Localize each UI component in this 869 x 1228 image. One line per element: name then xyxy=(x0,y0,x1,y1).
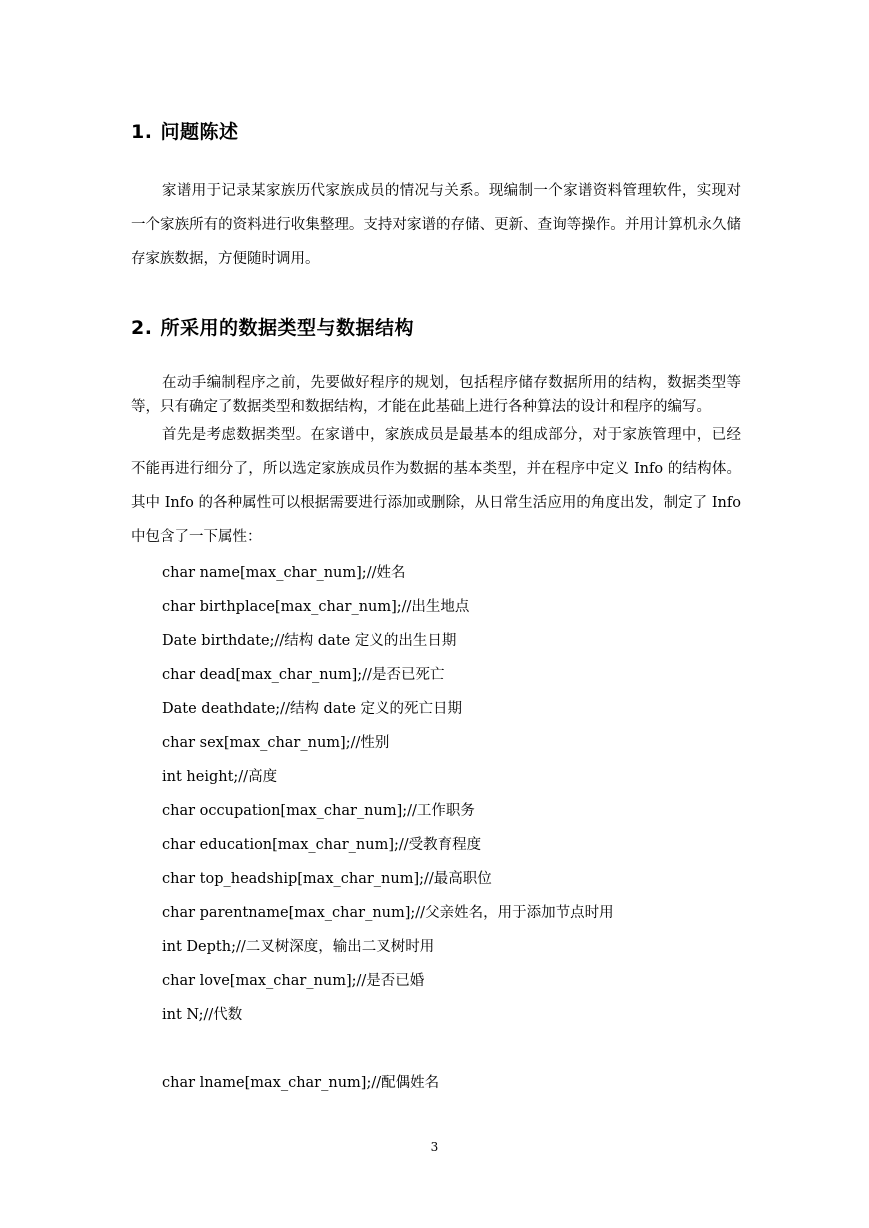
field-line: int Depth;//二叉树深度，输出二叉树时用 xyxy=(162,939,435,955)
page-number: 3 xyxy=(430,1140,439,1154)
section-2-number: 2. xyxy=(131,317,153,339)
field-line: char love[max_char_num];//是否已婚 xyxy=(162,973,425,989)
field-line: char top_headship[max_char_num];//最高职位 xyxy=(162,871,492,887)
section-1-number: 1. xyxy=(131,121,153,143)
field-line: char name[max_char_num];//姓名 xyxy=(162,565,406,581)
field-line: Date birthdate;//结构 date 定义的出生日期 xyxy=(162,633,457,649)
field-line: char dead[max_char_num];//是否已死亡 xyxy=(162,667,445,683)
field-line: Date deathdate;//结构 date 定义的死亡日期 xyxy=(162,701,463,717)
section-2-heading xyxy=(131,313,414,340)
section-2-title: 所采用的数据类型与数据结构 xyxy=(160,317,414,339)
field-line: int height;//高度 xyxy=(162,769,278,785)
section-1-paragraph: 家谱用于记录某家族历代家族成员的情况与关系。现编制一个家谱资料管理软件，实现对一个家族所有的资料进行收集整理。支持对家谱的存储、更新、查询等操作。并用计算机永久储存家族数据，方便随时调用。 xyxy=(131,183,741,267)
section-1-heading xyxy=(131,117,238,144)
field-line: char education[max_char_num];//受教育程度 xyxy=(162,837,482,853)
field-line: int N;//代数 xyxy=(162,1007,243,1023)
field-line: char lname[max_char_num];//配偶姓名 xyxy=(162,1075,440,1091)
section-2-paragraph-2: 首先是考虑数据类型。在家谱中，家族成员是最基本的组成部分，对于家族管理中，已经不能再进行细分了，所以选定家族成员作为数据的基本类型，并在程序中定义 Info 的结构体。其中 Info 的各种属性可以根据需要进行添加或删除，从日常生活应用的角度出发，制定了 Info 中包含了一下属性： xyxy=(131,427,741,545)
field-line: char sex[max_char_num];//性别 xyxy=(162,735,390,751)
section-2-paragraph-1: 在动手编制程序之前，先要做好程序的规划，包括程序储存数据所用的结构，数据类型等等，只有确定了数据类型和数据结构，才能在此基础上进行各种算法的设计和程序的编写。 xyxy=(131,375,741,415)
section-1-title: 问题陈述 xyxy=(160,121,239,143)
field-line: char parentname[max_char_num];//父亲姓名，用于添加节点时用 xyxy=(162,905,614,921)
field-line: char birthplace[max_char_num];//出生地点 xyxy=(162,599,470,615)
field-line: char occupation[max_char_num];//工作职务 xyxy=(162,803,475,819)
